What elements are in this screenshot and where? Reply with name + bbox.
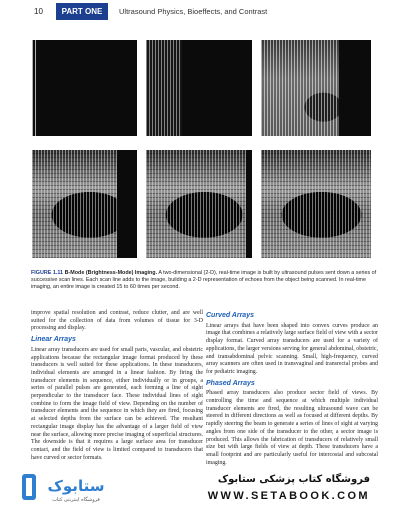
running-title: Ultrasound Physics, Bioeffects, and Contrast bbox=[119, 7, 268, 16]
b-mode-figure bbox=[31, 40, 381, 260]
linear-arrays-heading: Linear Arrays bbox=[31, 336, 76, 344]
scan-panel-3 bbox=[261, 40, 371, 136]
left-column bbox=[31, 310, 203, 465]
watermark-url[interactable]: WWW.SETABOOK.COM bbox=[207, 490, 370, 502]
linear-arrays-paragraph: Linear array transducers are used for small parts, vascular, and obstetric applications because the rectangular image format produced by these transducers is well suited for these applications. In these transducers, individual elements are arranged in a linear fashion. By firing the transducer elements in sequence, either individually or in groups, a series of parallel pulses are generated, each forming a line of sight perpendicular to the transducer face. These individual lines of sight combine to form the image field of view. Depending on the number of transducer elements and the sequence in which they are fired, focusing at selected depths from the surface can be achieved. The resultant rectangular image display has the advantage of a larger field of view near the surface, allowing more precise imaging of superficial structures. The downside is that it requires a large surface area for transducer contact, and the field of view is limited compared to transducers that have curved or sector formats. bbox=[31, 346, 203, 461]
left-intro-paragraph: improve spatial resolution and contrast, reduce clutter, and are well suited for the collection of data from volumes of tissue for 3-D processing and display. bbox=[31, 310, 203, 332]
watermark-persian-text: فروشگاه کتاب پزشکی ستابوک bbox=[217, 474, 370, 485]
page-number: 10 bbox=[34, 7, 43, 16]
page-header bbox=[0, 0, 400, 24]
scan-panel-5 bbox=[146, 150, 252, 258]
setabook-logo bbox=[20, 470, 116, 504]
scan-panel-2 bbox=[146, 40, 252, 136]
figure-title: B-Mode (Brightness-Mode) Imaging. bbox=[64, 270, 158, 276]
figure-caption-text: A two-dimensional (2-D), real-time image is built by ultrasound pulses sent down a series of successive scan lines. Each scan line adds to the image, building a 2-D representation of echoes from the object being scanned. In real-time imaging, an entire image is created 15 to 60 times per second. bbox=[31, 270, 377, 291]
curved-arrays-heading: Curved Arrays bbox=[206, 312, 254, 319]
scan-panel-4 bbox=[32, 150, 137, 258]
logo-subtext: فروشگاه اینترنتی کتاب bbox=[52, 497, 100, 503]
curved-arrays-paragraph: Linear arrays that have been shaped into convex curves produce an image that combines a relatively large surface field of view with a sector display format. Curved array transducers are used for a variety of applications, the larger versions serving for general abdominal, obstetric, and transabdominal pelvic scanning. Small, high-frequency, curved array scanners are often used in transvaginal and transrectal probes and for pediatric imaging. bbox=[206, 322, 378, 375]
part-label: PART ONE bbox=[56, 3, 108, 20]
figure-caption bbox=[31, 270, 381, 292]
right-column bbox=[206, 310, 378, 470]
phased-arrays-paragraph: Phased array transducers also produce sector field of views. By controlling the time and sequence at which multiple individual transducer elements are fired, the resulting ultrasound wave can be steered in different directions as well as focused at different depths. By rapidly steering the beam to generate a series of lines of sight at varying angles from one side of the transducer to the other, a sector image is produced. This allows the fabrication of transducers of relatively small size but with large fields of view at depth. These transducers have a small footprint and are particularly useful for intercostal and subcostal imaging. bbox=[206, 390, 378, 466]
scan-panel-6 bbox=[261, 150, 371, 258]
figure-label: FIGURE 1.11 bbox=[31, 270, 64, 276]
logo-text: ستابوک bbox=[47, 477, 105, 495]
scan-panel-1 bbox=[32, 40, 137, 136]
phased-arrays-heading: Phased Arrays bbox=[206, 379, 255, 387]
